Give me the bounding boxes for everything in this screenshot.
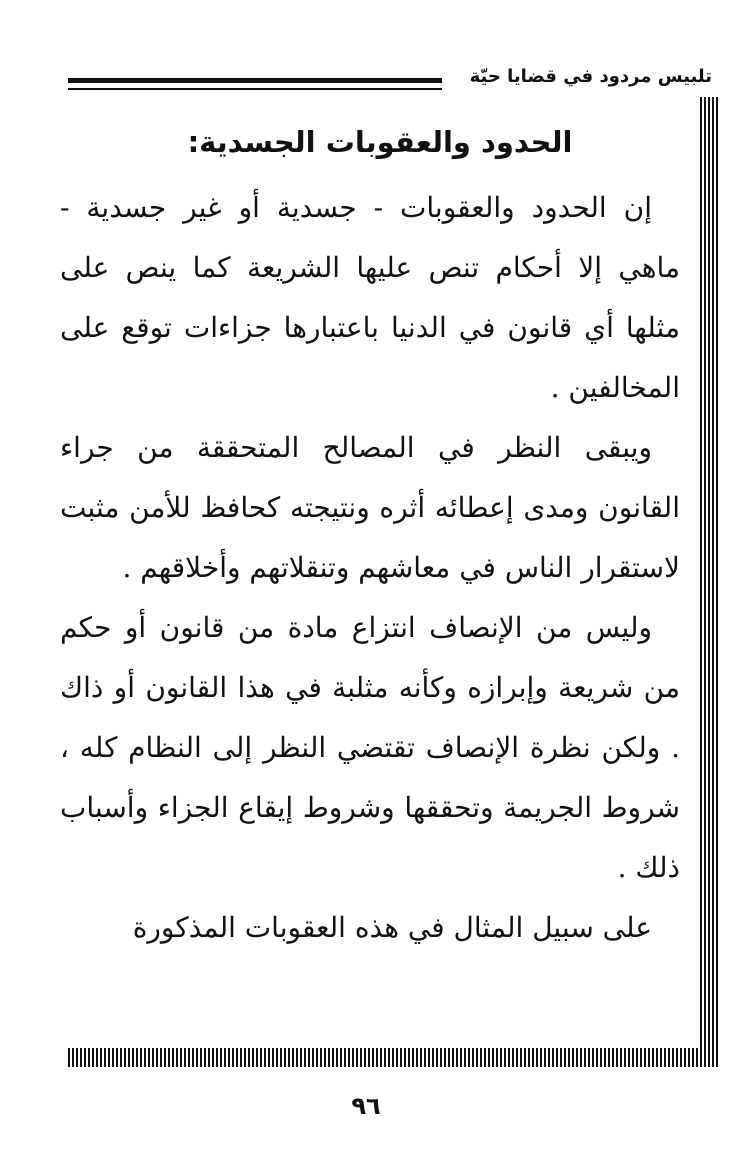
body-text (60, 178, 680, 958)
top-rule-thin (68, 88, 442, 90)
bottom-decorative-border (68, 1048, 720, 1067)
paragraph-1: إن الحدود والعقوبات - جسدية أو غير جسدية - ماهي إلا أحكام تنص عليها الشريعة كما ينص على مثلها أي قانون في الدنيا باعتبارها جزاءات توقع على المخالفين . (60, 191, 680, 404)
top-rule-thick (68, 78, 442, 83)
page-number: ٩٦ (351, 1092, 381, 1120)
paragraph-2: ويبقى النظر في المصالح المتحققة من جراء القانون ومدى إعطائه أثره ونتيجته كحافظ للأمن مثبت لاستقرار الناس في معاشهم وتنقلاتهم وأخلاقهم . (60, 431, 680, 584)
paragraph-4: على سبيل المثال في هذه العقوبات المذكورة (132, 911, 652, 944)
paragraph-3: وليس من الإنصاف انتزاع مادة من قانون أو حكم من شريعة وإبرازه وكأنه مثلبة في هذا القانون أو ذاك . ولكن نظرة الإنصاف تقتضي النظر إلى النظام كله ، شروط الجريمة وتحققها وشروط إيقاع الجزاء وأسباب ذلك . (60, 611, 680, 884)
right-decorative-border (700, 97, 720, 1067)
section-heading: الحدود والعقوبات الجسدية: (187, 125, 573, 159)
running-title: تلبيس مردود في قضايا حيّة (469, 66, 712, 87)
